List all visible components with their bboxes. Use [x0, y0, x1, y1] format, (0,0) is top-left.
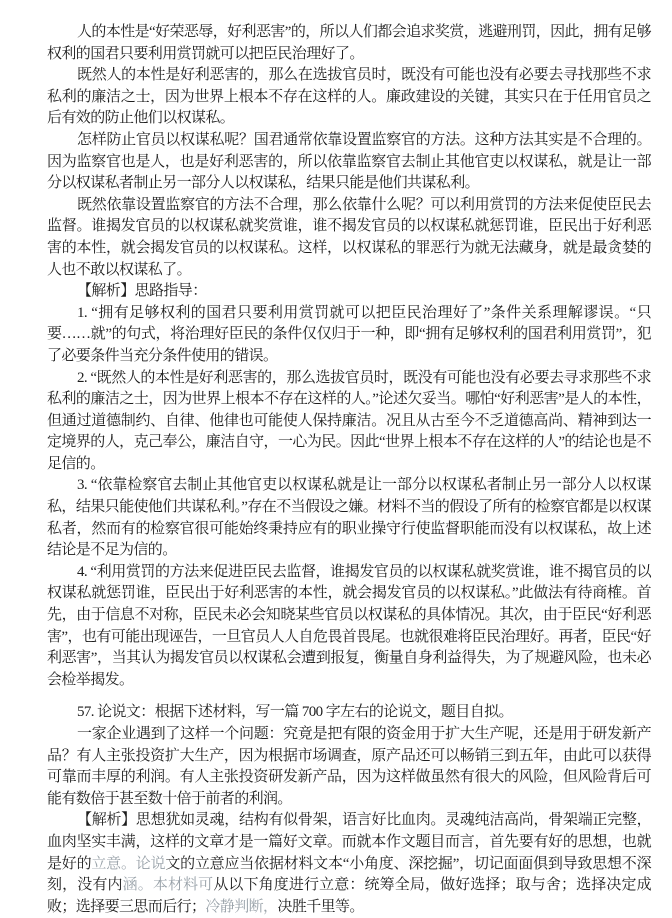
analysis-57-segment-1: 【解析】思想犹如灵魂，结构有似骨架，语言好比血肉。灵魂纯洁高尚，骨架端正完整，血肉坚实丰满，这样的文章才是一篇好文章。而就本作文题目而言，首先要有好的思想，也就是好的	[47, 812, 651, 872]
analysis-57-segment-6-faded: 冷静判断，	[205, 898, 278, 915]
material-56-paragraph-2: 既然人的本性是好利恶害的，那么在选拔官员时，既没有可能也没有必要去寻找那些不求私利的廉洁之士，因为世界上根本不存在这样的人。廉政建设的关键，其实只在于任用官员之后有效的防止他们以权谋私。	[47, 67, 651, 127]
material-56-paragraph-1: 人的本性是“好荣恶辱，好利恶害”的，所以人们都会追求奖赏，逃避刑罚，因此，拥有足够权利的国君只要利用赏罚就可以把臣民治理好了。	[47, 24, 651, 62]
analysis-57-paragraph	[47, 810, 651, 918]
material-56-paragraph-4: 既然依靠设置监察官的方法不合理，那么依靠什么呢？可以利用赏罚的方法来促使臣民去监督。谁揭发官员的以权谋私就奖赏谁，谁不揭发官员的以权谋私就惩罚谁，臣民出于好利恶害的本性，就会揭发官员的以权谋私。这样，以权谋私的罪恶行为就无法藏身，就是最贪婪的人也不敢以权谋私了。	[47, 196, 651, 278]
analysis-57-segment-2-faded: 立意。论说	[91, 855, 166, 872]
analysis-57-segment-4-faded: 涵。本材料可	[122, 877, 214, 894]
material-56-paragraph-3: 怎样防止官员以权谋私呢？国君通常依靠设置监察官的方法。这种方法其实是不合理的。因为监察官也是人，也是好利恶害的，所以依靠监察官去制止其他官吏以权谋私，就是让一部分以权谋私者制止另一部分人以权谋私，结果只能是他们共谋私利。	[47, 131, 651, 192]
analysis-56-item-2: 2. “既然人的本性是好利恶害的，那么选拔官员时，既没有可能也没有必要去寻求那些不求私利的廉洁之士，因为世界上根本不存在这样的人。”论述欠妥当。哪怕“好利恶害”是人的本性，但通过道德制约、自律、他律也可能使人保持廉洁。况且从古至今不乏道德高尚、精神到达一定境界的人，克己奉公，廉洁自守，一心为民。因此“世界上根本不存在这样的人”的结论也是不足信的。	[47, 369, 651, 472]
analysis-56-item-4: 4. “利用赏罚的方法来促进臣民去监督，谁揭发官员的以权谋私就奖赏谁，谁不揭官员的以权谋私就惩罚谁，臣民出于好利恶害的本性，就会揭发官员的以权谋私。”此做法有待商榷。首先，由于信息不对称，臣民未必会知晓某些官员以权谋私的具体情况。其次，由于臣民“好利恶害”，也有可能出现诬告，一旦官员人人自危畏首畏尾。也就很难将臣民治理好。再者，臣民“好利恶害”，当其认为揭发官员以权谋私会遭到报复，衡量自身利益得失，为了规避风险，也未必会检举揭发。	[47, 563, 651, 688]
analysis-57-segment-3: 文的立意应当依据材料文本“小角度、深挖掘”，切记面面俱到导致思想不深刻，没有内	[47, 855, 651, 894]
analysis-56-item-1: 1. “拥有足够权利的国君只要利用赏罚就可以把臣民治理好了”条件关系理解谬误。“只要……就”的句式，将治理好臣民的条件仅仅归于一种，即“拥有足够权利的国君利用赏罚”，犯了必要条件当充分条件使用的错误。	[47, 304, 651, 364]
analysis-56-header: 【解析】思路指导：	[77, 283, 207, 300]
question-57-prompt: 57. 论说文：根据下述材料，写一篇 700 字左右的论说文，题目自拟。	[77, 704, 513, 721]
analysis-56-item-3: 3. “依靠检察官去制止其他官吏以权谋私就是让一部分以权谋私者制止另一部分人以权谋私，结果只能使他们共谋私利。”存在不当假设之嫌。材料不当的假设了所有的检察官都是以权谋私者，然而有的检察官很可能始终秉持应有的职业操守行使监督职能而没有以权谋私，故上述结论是不足为信的。	[47, 477, 651, 559]
analysis-57-segment-5: 从以下角度进行立意：统筹全局，做好选择；取与舍；选择决定成败；选择要三思而后行；	[47, 877, 651, 915]
analysis-57-segment-7: 决胜千里等。	[277, 898, 364, 915]
material-57-paragraph: 一家企业遇到了这样一个问题：究竟是把有限的资金用于扩大生产呢，还是用于研发新产品？有人主张投资扩大生产，因为根据市场调查，原产品还可以畅销三到五年，由此可以获得可靠而丰厚的利润。有人主张投资研发新产品，因为这样做虽然有很大的风险，但风险背后可能有数倍于甚至数十倍于前者的利润。	[47, 726, 651, 807]
